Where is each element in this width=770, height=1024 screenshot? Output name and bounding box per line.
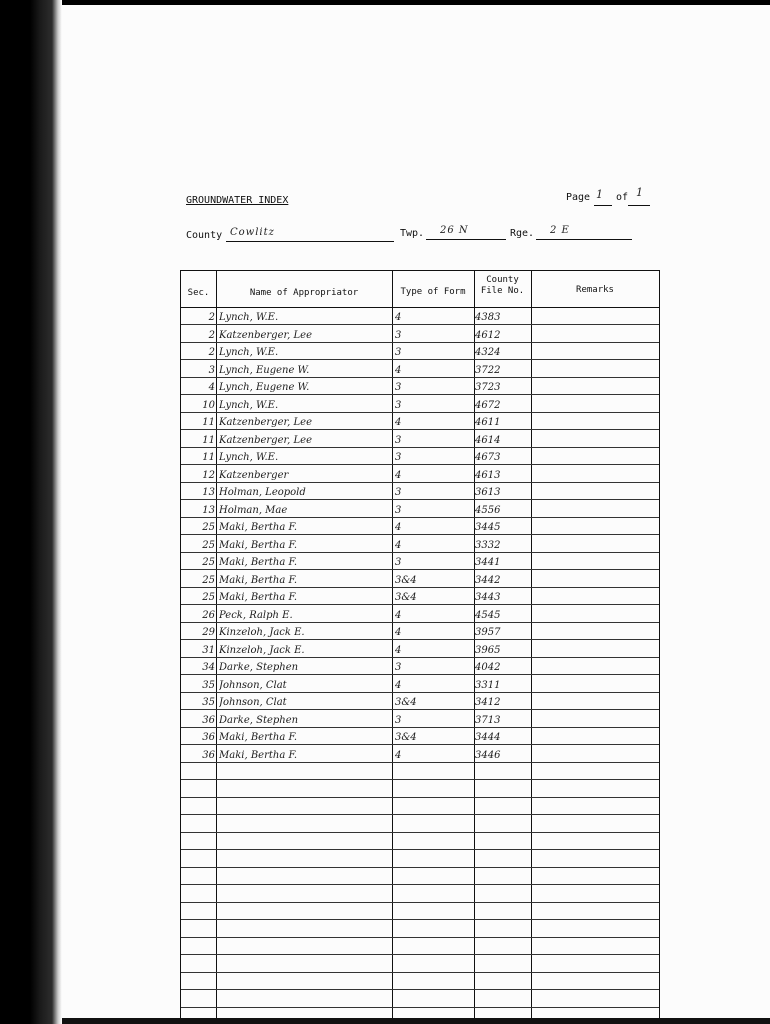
- row-rule: [181, 622, 659, 623]
- cell-file-no: 4383: [475, 312, 501, 323]
- cell-name: Maki, Bertha F.: [219, 539, 298, 551]
- cell-name: Maki, Bertha F.: [219, 592, 298, 603]
- cell-type: 4: [395, 644, 402, 656]
- header-sec: Sec.: [187, 288, 210, 298]
- cell-sec: 34: [202, 662, 215, 673]
- cell-name: Kinzeloh, Jack E.: [219, 627, 305, 638]
- cell-sec: 25: [202, 592, 215, 603]
- cell-file-no: 4324: [475, 347, 501, 358]
- cell-file-no: 3444: [475, 732, 501, 743]
- row-rule: [181, 569, 659, 570]
- cell-type: 4: [395, 312, 402, 323]
- cell-name: Peck, Ralph E.: [219, 609, 293, 621]
- row-rule: [181, 534, 659, 535]
- cell-sec: 25: [202, 557, 215, 568]
- cell-sec: 3: [208, 364, 215, 376]
- row-rule: [181, 377, 659, 378]
- cell-type: 4: [395, 609, 402, 621]
- row-rule: [181, 342, 659, 343]
- page-label: Page: [566, 192, 591, 203]
- cell-file-no: 3332: [475, 539, 501, 551]
- cell-type: 3: [395, 504, 402, 516]
- twp-label: Twp.: [400, 228, 425, 239]
- county-label: County: [186, 230, 223, 241]
- cell-type: 3&4: [395, 732, 417, 743]
- row-rule: [181, 814, 659, 815]
- page-of-label: of: [616, 192, 629, 203]
- cell-sec: 2: [208, 347, 215, 358]
- cell-type: 3&4: [395, 697, 417, 708]
- scan-dark-border: [0, 0, 62, 1024]
- cell-name: Johnson, Clat: [219, 697, 287, 708]
- cell-type: 3: [395, 434, 402, 446]
- cell-sec: 11: [202, 417, 215, 428]
- cell-file-no: 4611: [475, 417, 501, 428]
- cell-name: Darke, Stephen: [219, 662, 299, 673]
- row-rule: [181, 937, 659, 938]
- groundwater-index-table: [180, 270, 660, 1021]
- cell-file-no: 4613: [475, 469, 501, 481]
- cell-name: Maki, Bertha F.: [219, 522, 298, 533]
- cell-sec: 25: [202, 574, 215, 586]
- cell-file-no: 4614: [475, 434, 501, 446]
- row-rule: [181, 394, 659, 395]
- cell-name: Maki, Bertha F.: [219, 574, 298, 586]
- row-rule: [181, 727, 659, 728]
- row-rule: [181, 989, 659, 990]
- twp-line: [426, 239, 506, 240]
- cell-name: Lynch, Eugene W.: [219, 382, 310, 393]
- page-total-line: [628, 205, 650, 206]
- row-rule: [181, 639, 659, 640]
- cell-file-no: 3965: [475, 644, 501, 656]
- cell-name: Johnson, Clat: [219, 679, 287, 691]
- cell-type: 3: [395, 382, 402, 393]
- rge-line: [536, 239, 632, 240]
- row-rule: [181, 604, 659, 605]
- cell-name: Kinzeloh, Jack E.: [219, 644, 305, 656]
- cell-sec: 36: [202, 749, 215, 761]
- cell-type: 3: [395, 487, 402, 498]
- rge-value: 2 E: [550, 225, 570, 236]
- cell-file-no: 3713: [475, 714, 501, 726]
- cell-name: Katzenberger, Lee: [219, 329, 313, 341]
- cell-type: 4: [395, 539, 402, 551]
- cell-file-no: 3445: [475, 522, 501, 533]
- cell-file-no: 3442: [475, 574, 501, 586]
- cell-name: Holman, Leopold: [219, 487, 306, 498]
- cell-type: 3&4: [395, 592, 417, 603]
- cell-type: 4: [395, 364, 402, 376]
- header-rule: [181, 307, 659, 308]
- row-rule: [181, 762, 659, 763]
- cell-sec: 12: [202, 469, 215, 481]
- cell-name: Maki, Bertha F.: [219, 749, 298, 761]
- cell-name: Katzenberger, Lee: [219, 417, 313, 428]
- row-rule: [181, 779, 659, 780]
- row-rule: [181, 447, 659, 448]
- cell-name: Maki, Bertha F.: [219, 557, 298, 568]
- cell-type: 4: [395, 679, 402, 691]
- cell-sec: 11: [202, 452, 215, 463]
- rge-label: Rge.: [510, 228, 535, 239]
- header-name: Name of Appropriator: [249, 288, 359, 298]
- cell-sec: 4: [208, 382, 215, 393]
- row-rule: [181, 972, 659, 973]
- cell-file-no: 4545: [475, 609, 501, 621]
- cell-sec: 25: [202, 522, 215, 533]
- column-divider-sec: [216, 271, 217, 1021]
- row-rule: [181, 709, 659, 710]
- cell-file-no: 3613: [475, 487, 501, 498]
- row-rule: [181, 412, 659, 413]
- cell-file-no: 4042: [475, 662, 501, 673]
- cell-name: Lynch, W.E.: [219, 452, 279, 463]
- row-rule: [181, 587, 659, 588]
- cell-sec: 2: [208, 312, 215, 323]
- cell-name: Holman, Mae: [219, 504, 288, 516]
- row-rule: [181, 499, 659, 500]
- cell-name: Lynch, Eugene W.: [219, 364, 310, 376]
- cell-type: 3: [395, 452, 402, 463]
- cell-name: Katzenberger, Lee: [219, 434, 313, 446]
- cell-name: Katzenberger: [219, 469, 289, 481]
- cell-name: Darke, Stephen: [219, 714, 299, 726]
- cell-name: Lynch, W.E.: [219, 347, 279, 358]
- row-rule: [181, 324, 659, 325]
- cell-file-no: 3311: [475, 679, 501, 691]
- row-rule: [181, 884, 659, 885]
- header-type: Type of Form: [400, 287, 466, 297]
- cell-sec: 26: [202, 609, 215, 621]
- cell-file-no: 4556: [475, 504, 501, 516]
- cell-type: 3: [395, 347, 402, 358]
- cell-sec: 10: [202, 399, 215, 411]
- cell-type: 4: [395, 417, 402, 428]
- cell-file-no: 3957: [475, 627, 501, 638]
- cell-sec: 29: [202, 627, 215, 638]
- cell-type: 3&4: [395, 574, 417, 586]
- row-rule: [181, 797, 659, 798]
- cell-type: 3: [395, 662, 402, 673]
- cell-sec: 31: [202, 644, 215, 656]
- cell-type: 4: [395, 522, 402, 533]
- county-line: [226, 241, 394, 242]
- cell-name: Lynch, W.E.: [219, 312, 279, 323]
- row-rule: [181, 1007, 659, 1008]
- row-rule: [181, 482, 659, 483]
- cell-sec: 35: [202, 697, 215, 708]
- header-county: County: [486, 275, 519, 285]
- header-file-no: File No.: [480, 286, 525, 296]
- row-rule: [181, 692, 659, 693]
- row-rule: [181, 902, 659, 903]
- row-rule: [181, 849, 659, 850]
- row-rule: [181, 429, 659, 430]
- cell-file-no: 3723: [475, 382, 501, 393]
- cell-file-no: 3412: [475, 697, 501, 708]
- cell-type: 4: [395, 469, 402, 481]
- row-rule: [181, 674, 659, 675]
- cell-sec: 2: [208, 329, 215, 341]
- cell-sec: 11: [202, 434, 215, 446]
- county-value: Cowlitz: [230, 227, 275, 238]
- row-rule: [181, 464, 659, 465]
- cell-sec: 36: [202, 732, 215, 743]
- column-divider-file: [531, 271, 532, 1021]
- cell-type: 4: [395, 749, 402, 761]
- cell-file-no: 4672: [475, 399, 501, 411]
- form-title: GROUNDWATER INDEX: [186, 195, 289, 206]
- cell-sec: 36: [202, 714, 215, 726]
- cell-type: 3: [395, 714, 402, 726]
- row-rule: [181, 744, 659, 745]
- row-rule: [181, 867, 659, 868]
- cell-name: Maki, Bertha F.: [219, 732, 298, 743]
- cell-sec: 13: [202, 504, 215, 516]
- row-rule: [181, 919, 659, 920]
- cell-sec: 35: [202, 679, 215, 691]
- cell-file-no: 3443: [475, 592, 501, 603]
- row-rule: [181, 954, 659, 955]
- cell-file-no: 3446: [475, 749, 501, 761]
- cell-file-no: 3722: [475, 364, 501, 376]
- cell-type: 4: [395, 627, 402, 638]
- page-number: 1: [596, 188, 603, 201]
- row-rule: [181, 657, 659, 658]
- cell-file-no: 3441: [475, 557, 501, 568]
- twp-value: 26 N: [440, 225, 469, 236]
- row-rule: [181, 517, 659, 518]
- header-remarks: Remarks: [576, 285, 614, 295]
- page-total: 1: [636, 186, 643, 199]
- cell-sec: 25: [202, 539, 215, 551]
- column-divider-name: [392, 271, 393, 1021]
- cell-type: 3: [395, 329, 402, 341]
- cell-file-no: 4612: [475, 329, 501, 341]
- cell-sec: 13: [202, 487, 215, 498]
- cell-type: 3: [395, 399, 402, 411]
- page-number-line: [594, 205, 612, 206]
- row-rule: [181, 359, 659, 360]
- cell-file-no: 4673: [475, 452, 501, 463]
- cell-name: Lynch, W.E.: [219, 399, 279, 411]
- row-rule: [181, 552, 659, 553]
- cell-type: 3: [395, 557, 402, 568]
- row-rule: [181, 832, 659, 833]
